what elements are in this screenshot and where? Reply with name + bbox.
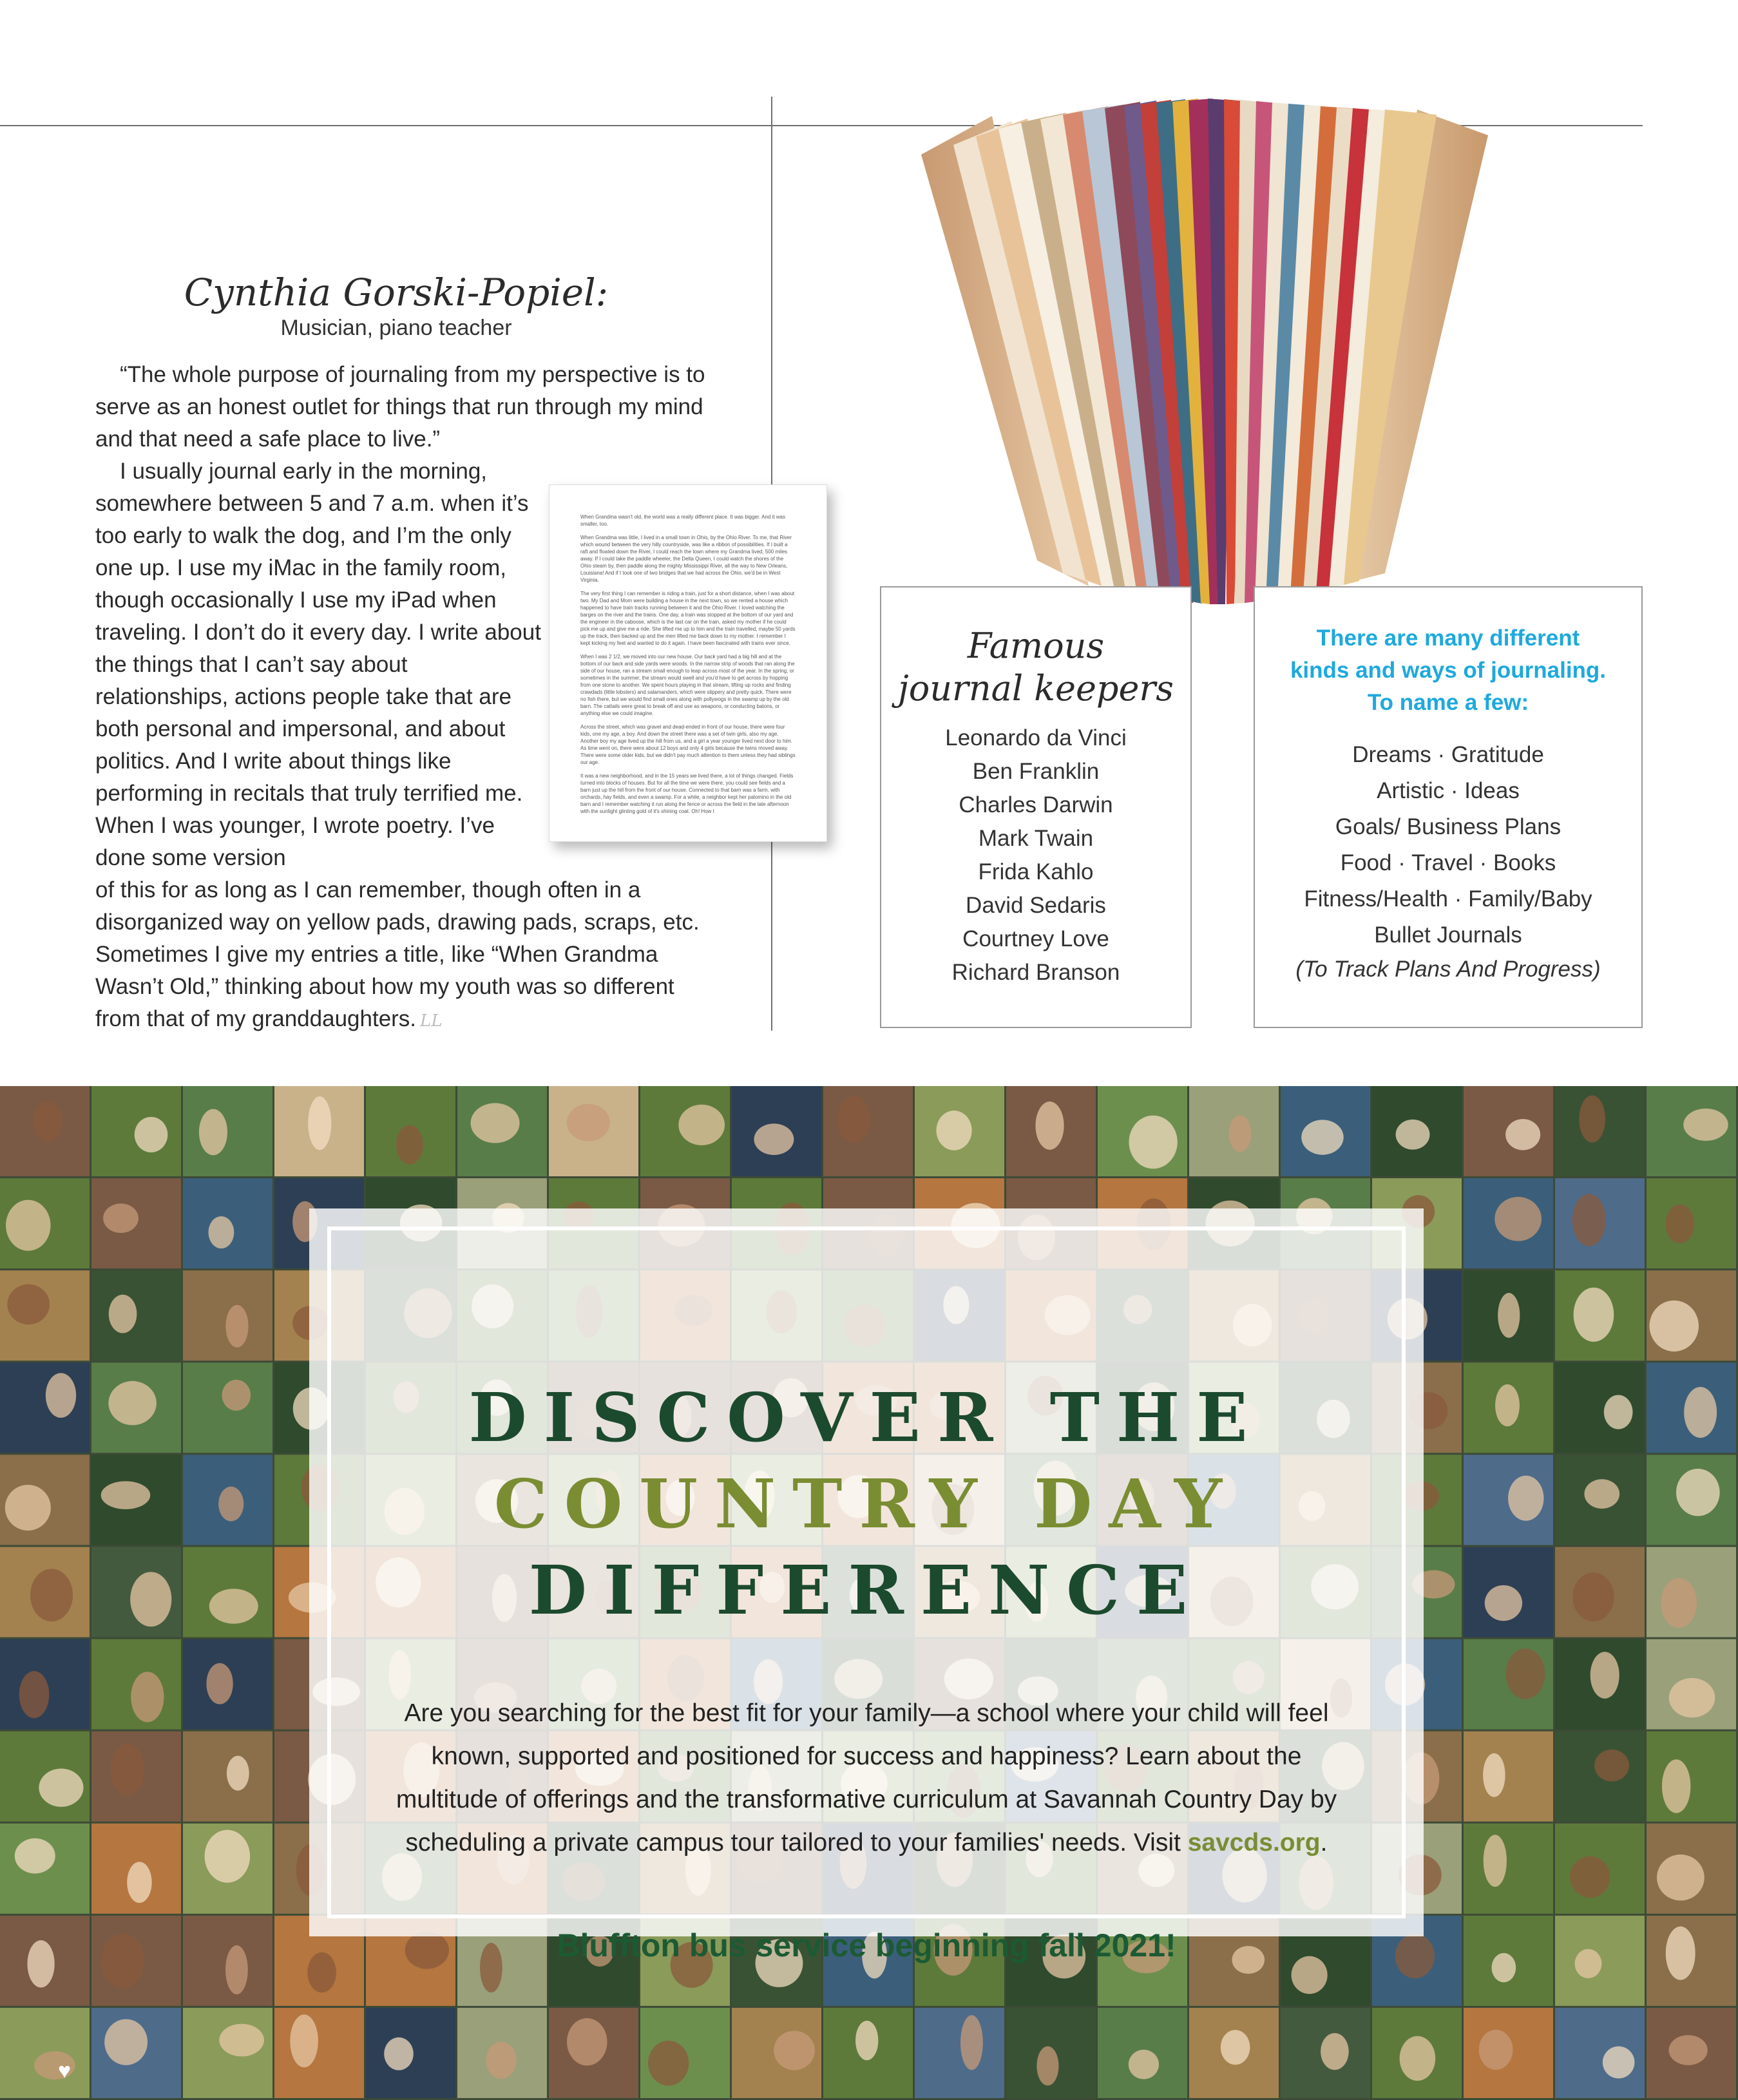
photo-tile: [1647, 1732, 1736, 1822]
photo-tile-figure: [1494, 1197, 1542, 1241]
photo-tile-figure: [1221, 2030, 1250, 2065]
list-item: Mark Twain: [978, 826, 1094, 851]
ad-headline-line-1: DISCOVER THE: [468, 1378, 1265, 1457]
kinds-list: [1255, 737, 1641, 986]
photo-tile: [183, 1086, 272, 1176]
list-item: Dreams · Gratitude: [1352, 742, 1544, 767]
list-item: David Sedaris: [966, 893, 1106, 918]
list-item: Bullet Journals: [1374, 922, 1522, 948]
photo-tile-figure: [1321, 2033, 1349, 2070]
list-item: Frida Kahlo: [978, 859, 1094, 884]
famous-title: [881, 625, 1190, 710]
photo-tile-figure: [855, 2021, 878, 2060]
photo-tile: [274, 2008, 364, 2098]
photo-tile-figure: [1604, 1395, 1633, 1429]
ad-body-period: .: [1320, 1829, 1328, 1857]
photo-tile-figure: [19, 1671, 50, 1718]
famous-title-line: Famous: [967, 625, 1105, 666]
photo-tile-figure: [199, 1109, 227, 1156]
photo-tile-figure: [774, 2030, 815, 2070]
photo-tile-figure: [1484, 1835, 1507, 1887]
photo-tile-figure: [209, 1589, 258, 1623]
heart-icon: ♥: [58, 2059, 72, 2083]
photo-tile-figure: [218, 1487, 244, 1522]
school-advertisement: [0, 1086, 1738, 2100]
list-item: Richard Branson: [951, 960, 1120, 985]
photo-tile-figure: [384, 2038, 414, 2070]
photo-tile-figure: [1579, 1095, 1605, 1142]
photo-tile-figure: [127, 1862, 152, 1903]
famous-journal-keepers-box: [880, 586, 1192, 1028]
photo-tile-figure: [648, 2041, 689, 2086]
photo-tile-figure: [109, 1295, 137, 1333]
photo-tile: [183, 1362, 272, 1453]
photo-tile-figure: [1036, 2047, 1058, 2086]
photo-tile-figure: [1572, 1572, 1614, 1621]
photo-tile-figure: [290, 2014, 318, 2067]
photo-tile-figure: [1505, 1119, 1540, 1150]
kinds-title-line: To name a few:: [1367, 690, 1529, 715]
photo-tile-figure: [1683, 1109, 1728, 1141]
photo-tile: [1464, 1732, 1553, 1822]
list-item: Charles Darwin: [959, 792, 1113, 817]
photo-tile-figure: [104, 2019, 148, 2065]
photo-tile-figure: [206, 1663, 233, 1704]
photo-tile-figure: [1574, 1288, 1614, 1342]
photo-tile-figure: [1228, 1115, 1251, 1152]
printout-paragraph: When Grandma was little, I lived in a small town in Ohio, by the Ohio River. To me, that River which wound between the very hilly countryside, was like a ribbon of possibilities. If I built a raft and floated down the River, I could reach the town where my Grandma lived, 500 miles away. If I could take the paddle wheeler, the Delta Queen, I could watch the shores of the Ohio steam by, then paddle along the mighty Mississippi River, all the way to New Orleans, Louisiana! And if I took one of two bridges that we had across the Ohio, we'd be in West Virginia.: [580, 535, 792, 583]
photo-tile-figure: [396, 1125, 423, 1165]
photo-tile-figure: [208, 1216, 234, 1248]
photo-tile-figure: [936, 1111, 971, 1150]
list-item: Ben Franklin: [972, 759, 1100, 784]
ad-card: [309, 1208, 1424, 1963]
photo-tile-figure: [135, 1117, 168, 1152]
photo-tile-figure: [130, 1572, 171, 1627]
photo-tile-figure: [131, 1672, 164, 1722]
photo-tile-figure: [1669, 1678, 1715, 1717]
kinds-title: [1255, 622, 1641, 719]
photo-tile-figure: [1650, 1301, 1699, 1351]
photo-tile-figure: [1594, 1750, 1629, 1782]
famous-names-list: [881, 721, 1190, 989]
photo-tile-figure: [225, 1945, 248, 1994]
photo-tile-figure: [101, 1481, 151, 1509]
printout-paragraph: The very first thing I can remember is riding a train, just for a short distance, when I was about two. My Dad and Mom were building a house in the next town, so we rented a house which happened to have train tracks running between it and the Ohio River. I loved watching the barges on the river and the trains. One day, a train was stopped at the bottom of our yard and the engineer in the caboose, which is the last car on the train, asked my mother if he could pick me up and give me a ride. She lifted me up to him and the train travelled, maybe 50 yards up the track, then backed up and the men lifted me back down to my mother. I remember I kept kicking my feet and wanted to do it again. I have been fascinated with trains ever since.: [580, 591, 796, 646]
printout-paragraph: It was a new neighborhood, and in the 15 years we lived there, a lot of things changed. Fields turned into blocks of houses. But for all the time we were there, you could see fields and a barn just up the hill from the front of our house. Connected to that barn was a farm, with orchards, hay fields, and even a swamp. For a while, a neighbor kept her palomino in the old barn and I remember watching it run along the fence or across the field in the late afternoon with the sunlight glinting gold of it's shining coat. Oh! How I: [580, 773, 794, 814]
photo-tile-figure: [1396, 1120, 1430, 1150]
printout-paragraph: Across the street, which was gravel and dead-ended in front of our house, there were four kids, one my age, a boy. And down the street there was a set of twin girls, also my age. Another boy my age lived up the hill from us, and a girl a year younger lived next door to him. As time went on, there were about 12 boys and only 4 girls because the twins moved away. There were some older kids, but we didn't pay much attention to them unless they had siblings our age.: [580, 724, 796, 765]
school-website-link[interactable]: savcds.org: [1187, 1829, 1321, 1857]
photo-tile-figure: [308, 1096, 331, 1150]
photo-tile-figure: [33, 1102, 62, 1141]
photo-tile-figure: [5, 1485, 51, 1531]
photo-tile: [1464, 1824, 1553, 1914]
photo-tile-figure: [1483, 1753, 1505, 1797]
profile-name: Cynthia Gorski-Popiel:: [184, 271, 609, 314]
journaling-kinds-box: [1254, 586, 1643, 1028]
journal-page-printout: [549, 484, 827, 842]
kinds-title-line: kinds and ways of journaling.: [1290, 658, 1607, 683]
famous-title-line: journal keepers: [898, 668, 1174, 709]
article-quote: “The whole purpose of journaling from my perspective is to serve as an honest outlet for things that run through my mind and that need a safe place to live.”: [95, 362, 705, 452]
photo-tile-figure: [1572, 1194, 1606, 1246]
photo-tile-figure: [1492, 1953, 1516, 1982]
list-item: Food · Travel · Books: [1340, 850, 1556, 875]
photo-tile-figure: [1508, 1476, 1543, 1521]
photo-tile-figure: [471, 1103, 520, 1143]
photo-tile-figure: [30, 1569, 73, 1621]
photo-tile-figure: [1035, 1102, 1064, 1150]
photo-tile-figure: [1662, 1759, 1690, 1813]
photo-tile-figure: [1661, 1578, 1697, 1628]
photo-tile-figure: [1129, 1116, 1177, 1169]
photo-tile-figure: [101, 1934, 144, 1988]
photo-tile-figure: [111, 1744, 144, 1796]
photo-tile-figure: [227, 1756, 249, 1791]
photo-tile-figure: [1498, 1293, 1520, 1338]
kinds-title-line: There are many different: [1316, 625, 1580, 651]
list-item-note: (To Track Plans And Progress): [1295, 957, 1601, 982]
photo-tile-figure: [1400, 2036, 1436, 2081]
list-item: Fitness/Health · Family/Baby: [1304, 886, 1592, 912]
photo-tile-figure: [960, 2015, 983, 2070]
bus-service-announcement: Bluffton bus service beginning fall 2021!: [557, 1927, 1176, 1963]
list-item: Courtney Love: [962, 926, 1109, 951]
photo-tile-figure: [27, 1940, 54, 1987]
list-item: Artistic · Ideas: [1377, 778, 1520, 803]
photo-tile-figure: [6, 1200, 50, 1251]
photo-tile: [0, 2008, 90, 2098]
photo-tile-figure: [1684, 1387, 1717, 1438]
photo-tile-figure: [222, 1380, 251, 1411]
ad-headline-line-3: DIFFERENCE: [528, 1551, 1205, 1630]
photo-tile: [183, 2008, 272, 2098]
photo-tile-figure: [1495, 1384, 1520, 1426]
photo-tile-figure: [754, 1123, 794, 1155]
photo-tile-figure: [219, 2024, 264, 2057]
photo-tile-figure: [1669, 2035, 1708, 2065]
photo-tile-figure: [1603, 2047, 1635, 2079]
article-paragraph-3: [95, 874, 714, 1037]
photo-tile-figure: [1129, 2050, 1159, 2079]
photo-tile: [915, 2008, 1004, 2098]
photo-tile-figure: [1506, 1648, 1545, 1699]
photo-tile-figure: [567, 1104, 610, 1141]
photo-tile-figure: [7, 1284, 50, 1325]
photo-tile-figure: [1574, 1949, 1601, 1978]
photo-tile-figure: [108, 1381, 157, 1425]
ad-body-text: Are you searching for the best fit for your family—a school where your child will feel known, supported and positioned for success and happiness? Learn about the multitude of offerings and the transformative curriculum at Savannah Country Day by scheduling a private campus tour tailored to your families' needs. Visit: [396, 1699, 1337, 1857]
photo-tile-figure: [567, 2018, 607, 2066]
photo-tile-figure: [1485, 1585, 1522, 1621]
article-paragraph-3-text: of this for as long as I can remember, though often in a disorganized way on yellow pads, drawing pads, scraps, etc. Sometimes I give my entries a title, like “When Grandma Wasn’t Old,” thinking about how my youth was so different from that of my granddaughters.: [95, 877, 700, 1031]
photo-tile-figure: [46, 1373, 76, 1418]
photo-tile-figure: [15, 1838, 55, 1874]
photo-tile-figure: [1570, 1857, 1610, 1898]
photo-tile-figure: [1301, 1120, 1343, 1154]
photo-tile-figure: [1666, 1927, 1695, 1980]
article-paragraph-2: I usually journal early in the morning, somewhere between 5 and 7 a.m. when it’s too early to walk the dog, and I’m the only one up. I use my iMac in the family room, though occasionally I use my iPad when traveling. I don’t do it every day. I write about the things that I can’t say about relationships, actions people take that are both personal and impersonal, and about politics. And I write about things like performing in recitals that truly terrified me. When I was younger, I wrote poetry. I’ve done some version: [95, 459, 541, 870]
photo-tile-figure: [205, 1830, 251, 1883]
photo-tile-figure: [1479, 2030, 1513, 2070]
printout-paragraph: When I was 2 1/2, we moved into our new house. Our back yard had a big hill and at the bottom of our back and side yards were woods. In the narrow strip of woods that ran along the side of our house, ran a stream small enough to leap across most of the year. In the spring, or sometimes in the summer, the stream would swell and you'd have to get across by hopping from one stone to another. We spent hours playing in that stream, lifting up rocks and finding crawdads (little lobsters) and salamanders, which were slippery and pretty quick. There were no fish there, but we would find small ones along with pollywogs in the swamp up by the old barn. The cattails were great to break off and use as weapons, or conducting batons, or anything else we could imagine.: [580, 654, 795, 716]
list-item: Goals/ Business Plans: [1335, 814, 1561, 839]
photo-tile-figure: [486, 2041, 516, 2079]
list-item: Leonardo da Vinci: [945, 725, 1127, 750]
photo-tile: [0, 1362, 90, 1453]
profile-role: Musician, piano teacher: [280, 316, 512, 340]
photo-tile-figure: [1665, 1205, 1694, 1243]
photo-tile-figure: [837, 1096, 871, 1143]
photo-tile-figure: [678, 1105, 725, 1145]
photo-tile-figure: [103, 1203, 138, 1233]
photo-tile-figure: [1590, 1652, 1619, 1699]
photo-tile-figure: [225, 1305, 248, 1348]
signoff-mark: LL: [420, 1011, 443, 1031]
photo-tile-figure: [1657, 1855, 1705, 1900]
open-journal-image: [915, 97, 1494, 606]
ad-headline-line-2: COUNTRY DAY: [493, 1464, 1239, 1543]
ad-body: [387, 1692, 1346, 1864]
photo-tile-figure: [1584, 1479, 1619, 1509]
photo-tile-figure: [1676, 1469, 1720, 1516]
printout-paragraph: When Grandma wasn't old, the world was a really different place. It was bigger. And it was smaller, too.: [580, 514, 785, 527]
photo-tile-figure: [39, 1769, 83, 1807]
